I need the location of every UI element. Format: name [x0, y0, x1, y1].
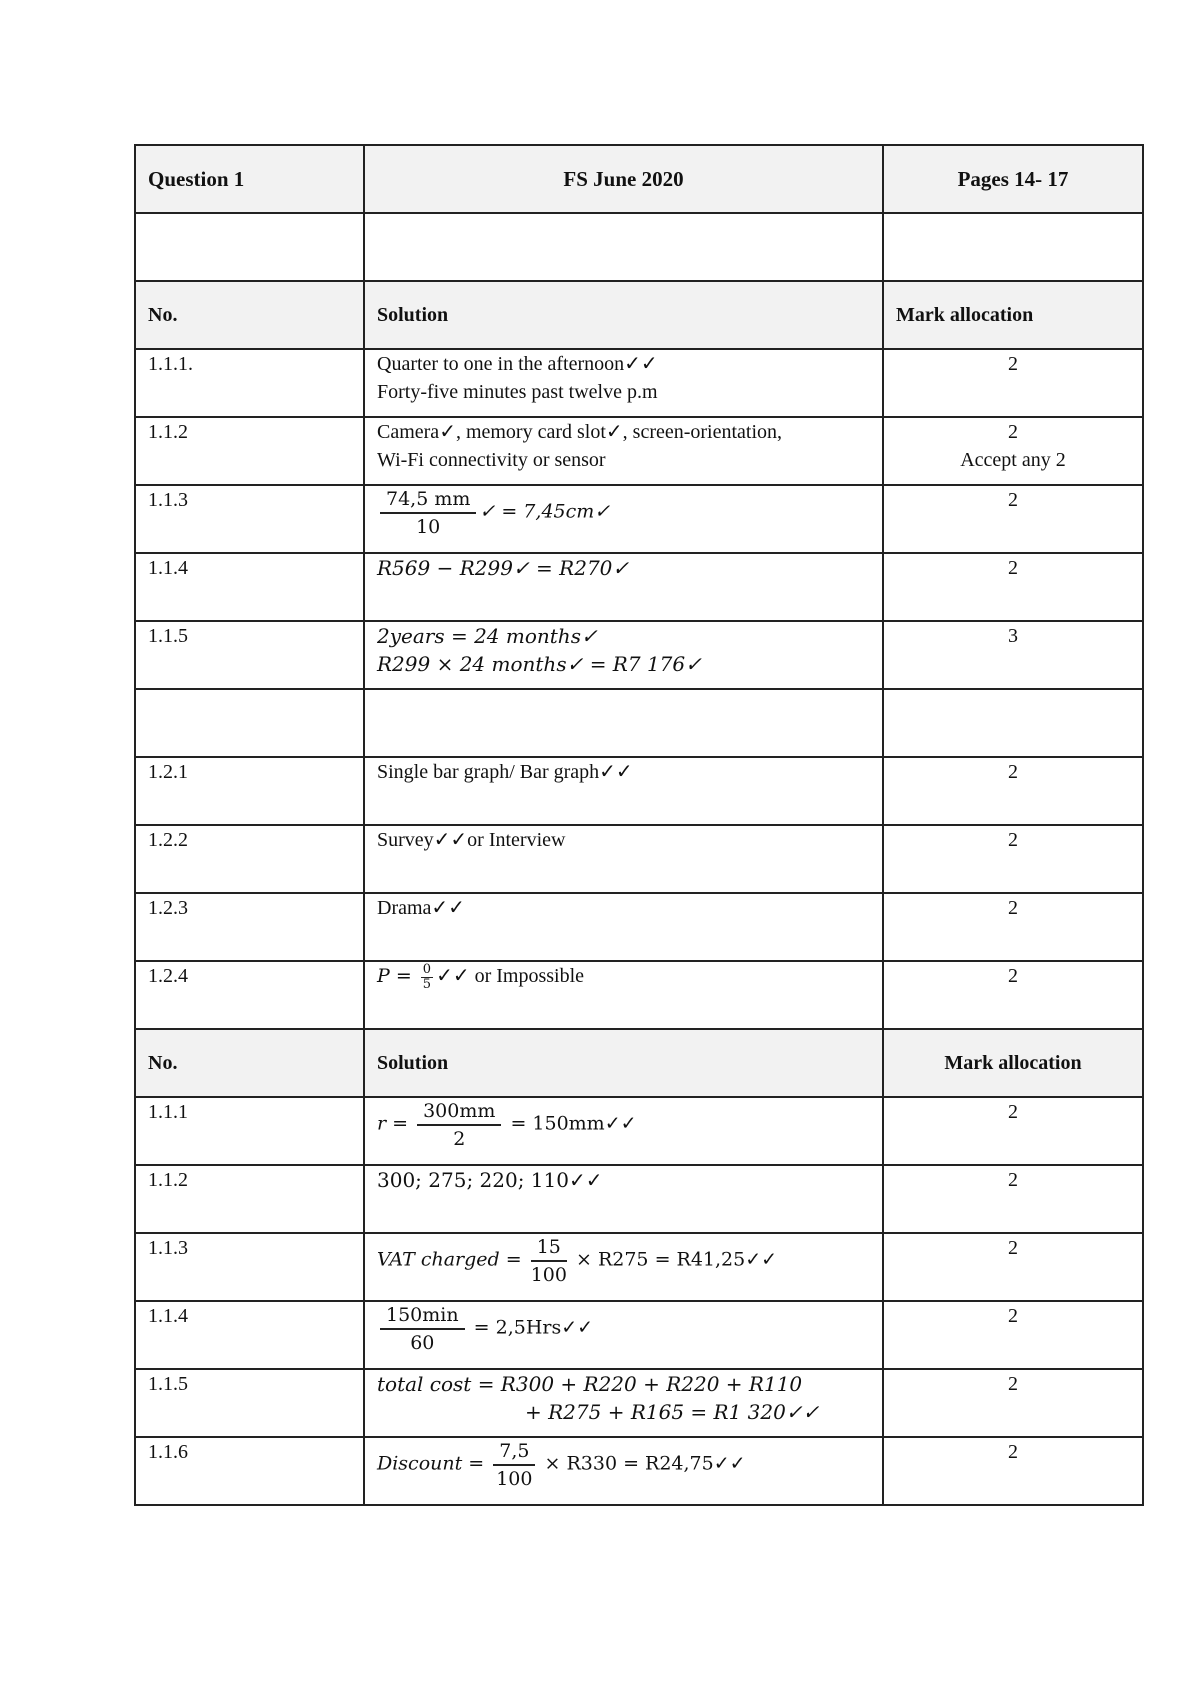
mark-header: Mark allocation: [883, 1029, 1143, 1097]
blank-row: [135, 213, 1143, 281]
question-number: 1.1.1.: [135, 349, 364, 417]
table-row: [135, 1437, 1143, 1505]
fraction-denominator: 10: [416, 516, 441, 538]
table-row: [135, 485, 1143, 553]
fraction-denominator: 2: [453, 1128, 466, 1150]
solution-prefix: VAT charged =: [377, 1248, 528, 1271]
solution-line: R299 × 24 months✓ = R7 176✓: [377, 652, 702, 676]
fraction: [493, 1438, 535, 1492]
table-row: [135, 553, 1143, 621]
mark-cell: 2: [883, 757, 1143, 825]
memorandum-table: [134, 144, 1144, 1506]
solution-line: Camera✓, memory card slot✓, screen-orientation,: [377, 421, 783, 443]
mark-cell: 2: [883, 1097, 1143, 1165]
question-number: 1.1.5: [135, 621, 364, 689]
question-number: 1.1.2: [135, 417, 364, 485]
fraction: [417, 1098, 501, 1152]
mark-note: Accept any 2: [960, 449, 1066, 471]
fraction-numerator: 300mm: [417, 1098, 501, 1126]
mark-cell: 2: [883, 1369, 1143, 1437]
question-number: 1.1.4: [135, 1301, 364, 1369]
fraction-denominator: 5: [422, 976, 432, 992]
solution-line: Forty-five minutes past twelve p.m: [377, 381, 658, 403]
fraction-numerator: 74,5 mm: [380, 486, 476, 514]
solution-header: Solution: [364, 1029, 883, 1097]
no-header: No.: [135, 281, 364, 349]
question-number: 1.2.4: [135, 961, 364, 1029]
solution-header: Solution: [364, 281, 883, 349]
question-number: 1.1.3: [135, 1233, 364, 1301]
fraction-denominator: 100: [496, 1468, 533, 1490]
solution-text: Single bar graph/ Bar graph✓✓: [364, 757, 883, 825]
mark-cell: 2: [883, 349, 1143, 417]
solution-prefix: P =: [377, 965, 418, 987]
solution-line: 2years = 24 months✓: [377, 624, 598, 648]
solution-cell: [364, 485, 883, 553]
column-header-row: [135, 281, 1143, 349]
table-row: [135, 1301, 1143, 1369]
table-row: [135, 349, 1143, 417]
header-row: [135, 145, 1143, 213]
mark-cell: 2: [883, 825, 1143, 893]
mark-cell: 2: [883, 1165, 1143, 1233]
fraction-denominator: 100: [530, 1264, 567, 1286]
table-row: [135, 825, 1143, 893]
question-number: 1.2.3: [135, 893, 364, 961]
mark-value: 2: [1008, 421, 1018, 443]
solution-expression: × R275 = R41,25✓✓: [569, 1248, 778, 1271]
paper-source: FS June 2020: [364, 145, 883, 213]
fraction-numerator: 0: [422, 961, 432, 977]
table-row: [135, 621, 1143, 689]
question-number: 1.2.2: [135, 825, 364, 893]
fraction: [380, 1302, 465, 1356]
question-number: 1.1.4: [135, 553, 364, 621]
table-row: [135, 417, 1143, 485]
fraction-numerator: 15: [531, 1234, 567, 1262]
fraction-denominator: 60: [410, 1332, 435, 1354]
table-row: [135, 1097, 1143, 1165]
solution-text: Drama✓✓: [364, 893, 883, 961]
question-title: Question 1: [135, 145, 364, 213]
solution-cell: [364, 1437, 883, 1505]
fraction: [531, 1234, 567, 1288]
mark-cell: 2: [883, 1301, 1143, 1369]
solution-cell: [364, 1369, 883, 1437]
solution-line: Quarter to one in the afternoon✓✓: [377, 353, 658, 375]
solution-expression: = 2,5Hrs✓✓: [467, 1316, 594, 1339]
mark-cell: 2: [883, 961, 1143, 1029]
solution-prefix: r =: [377, 1112, 415, 1135]
column-header-row: [135, 1029, 1143, 1097]
table-row: [135, 1165, 1143, 1233]
solution-expression: R569 − R299✓ = R270✓: [364, 553, 883, 621]
blank-row: [135, 689, 1143, 757]
solution-cell: [364, 1233, 883, 1301]
solution-text: Survey✓✓or Interview: [364, 825, 883, 893]
fraction: [380, 486, 476, 540]
solution-cell: [364, 417, 883, 485]
solution-expression: × R330 = R24,75✓✓: [538, 1452, 746, 1475]
question-number: 1.1.2: [135, 1165, 364, 1233]
mark-cell: 2: [883, 893, 1143, 961]
mark-cell: 2: [883, 485, 1143, 553]
question-number: 1.1.3: [135, 485, 364, 553]
mark-cell: 2: [883, 1233, 1143, 1301]
mark-cell: 2: [883, 1437, 1143, 1505]
table-row: [135, 961, 1143, 1029]
question-number: 1.2.1: [135, 757, 364, 825]
solution-line: total cost = R300 + R220 + R220 + R110: [377, 1372, 803, 1396]
solution-cell: [364, 349, 883, 417]
question-number: 1.1.1: [135, 1097, 364, 1165]
solution-line: Wi-Fi connectivity or sensor: [377, 449, 606, 471]
table-row: [135, 1233, 1143, 1301]
fraction: [421, 963, 433, 992]
solution-expression: ✓✓ or Impossible: [436, 965, 585, 987]
solution-cell: [364, 1097, 883, 1165]
solution-cell: [364, 961, 883, 1029]
mark-cell: [883, 417, 1143, 485]
question-number: 1.1.6: [135, 1437, 364, 1505]
solution-cell: [364, 621, 883, 689]
question-number: 1.1.5: [135, 1369, 364, 1437]
page-range: Pages 14- 17: [883, 145, 1143, 213]
table-row: [135, 893, 1143, 961]
mark-cell: 3: [883, 621, 1143, 689]
solution-line: + R275 + R165 = R1 320✓✓: [525, 1400, 820, 1424]
solution-prefix: Discount =: [377, 1452, 491, 1475]
solution-text: 300; 275; 220; 110✓✓: [364, 1165, 883, 1233]
mark-header: Mark allocation: [883, 281, 1143, 349]
no-header: No.: [135, 1029, 364, 1097]
solution-cell: [364, 1301, 883, 1369]
table-row: [135, 757, 1143, 825]
table-row: [135, 1369, 1143, 1437]
solution-expression: = 150mm✓✓: [504, 1112, 637, 1135]
fraction-numerator: 150min: [380, 1302, 465, 1330]
fraction-numerator: 7,5: [493, 1438, 535, 1466]
mark-cell: 2: [883, 553, 1143, 621]
solution-expression: ✓ = 7,45cm✓: [479, 500, 611, 523]
